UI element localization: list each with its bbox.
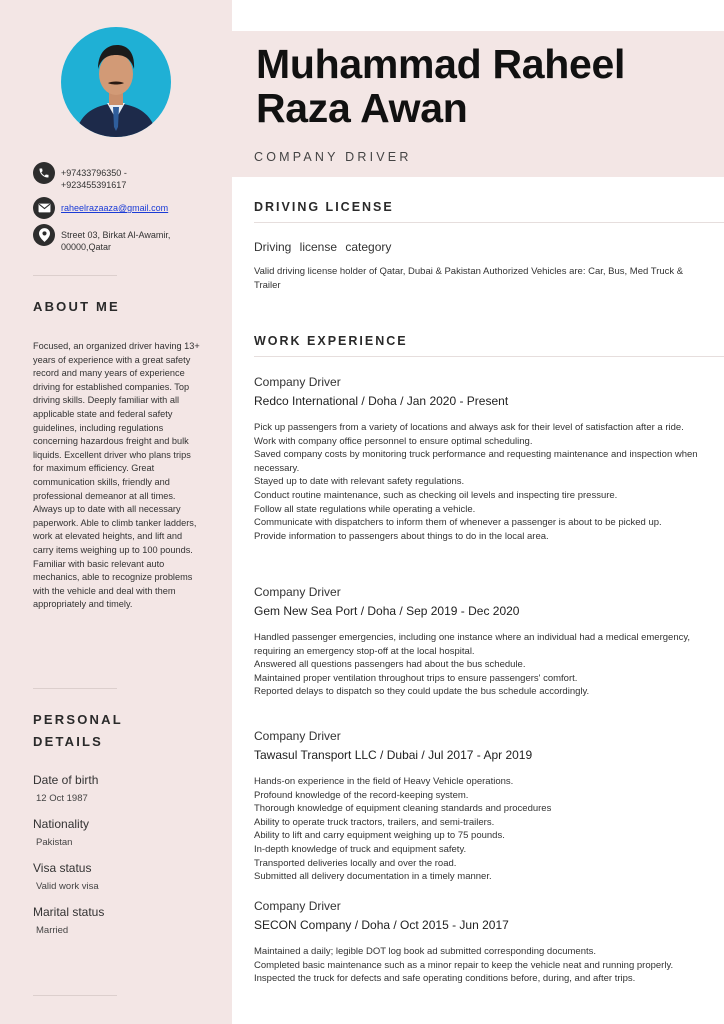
visa-value: Valid work visa xyxy=(36,881,99,892)
job-duty: Transported deliveries locally and over the road. xyxy=(254,857,457,869)
candidate-name: Muhammad Raheel Raza Awan xyxy=(256,41,626,131)
job-description xyxy=(254,945,709,986)
email-link[interactable]: raheelrazaaza@gmail.com xyxy=(61,203,169,213)
candidate-title: COMPANY DRIVER xyxy=(254,150,412,164)
job-description xyxy=(254,775,709,884)
job-duty: Thorough knowledge of equipment cleaning standards and procedures xyxy=(254,803,552,815)
job-duty: Ability to operate truck tractors, trailers, and semi-trailers. xyxy=(254,816,495,828)
job-duty: Inspected the truck for defects and safe operating conditions before, during, and after trips. xyxy=(254,973,636,985)
about-text: Focused, an organized driver having 13+ years of experience with a great safety record and many years of experience driving for established companies. Top driving skills. Deeply familiar with all applicable state and federal safety guidelines, including regulations concerning hazardous freight and bulk liquids. Excellent driver who plans trips for maximum efficiency. Great communication skills, friendly and professional demeanor at all times. Always up to date with all necessary paperwork. Able to climb tanker ladders, work at elevated heights, and lift and carry items weighing up to 100 pounds. Familiar with basic relevant auto mechanics, able to recognize problems with the vehicle and deal with them appropriately and timely. xyxy=(33,341,200,610)
job-duty: Profound knowledge of the record-keeping system. xyxy=(254,789,469,801)
profile-photo xyxy=(61,27,171,137)
job-duty: Maintained a daily; legible DOT log book ad submitted corresponding documents. xyxy=(254,946,597,957)
job-duty: Work with company office personnel to ensure optimal scheduling. xyxy=(254,435,533,447)
job-duty: Stayed up to date with relevant safety regulations. xyxy=(254,476,465,488)
job-duty: Follow all state regulations while operating a vehicle. xyxy=(254,503,476,515)
job-duty: Hands-on experience in the field of Heavy Vehicle operations. xyxy=(254,776,514,787)
job-duty: Saved company costs by monitoring truck performance and requesting maintenance and inspection when necessary. xyxy=(254,449,698,474)
sidebar-divider xyxy=(33,995,117,996)
job-duty: Maintained proper ventilation throughout trips to ensure passengers' comfort. xyxy=(254,672,578,684)
job-entry xyxy=(254,375,709,543)
job-entry xyxy=(254,729,709,884)
job-duty: Reported delays to dispatch so they could update the bus schedule accordingly. xyxy=(254,686,590,698)
experience-heading: WORK EXPERIENCE xyxy=(254,334,408,348)
contact-email-row xyxy=(33,197,221,219)
job-duty: In-depth knowledge of truck and equipment safety. xyxy=(254,843,467,855)
job-duty: Provide information to passengers about things to do in the local area. xyxy=(254,530,549,542)
sidebar-divider xyxy=(33,275,117,276)
job-duty: Conduct routine maintenance, such as checking oil levels and inspecting tire pressure. xyxy=(254,489,618,501)
about-heading: ABOUT ME xyxy=(33,299,120,314)
job-org: Tawasul Transport LLC / Dubai / Jul 2017 - Apr 2019 xyxy=(254,748,533,762)
job-entry xyxy=(254,585,709,699)
job-org: Redco International / Doha / Jan 2020 - Present xyxy=(254,394,509,408)
nationality-label: Nationality xyxy=(33,817,90,831)
job-org: Gem New Sea Port / Doha / Sep 2019 - Dec 2020 xyxy=(254,604,520,618)
section-rule xyxy=(254,222,724,223)
job-description xyxy=(254,421,709,543)
job-duty: Completed basic maintenance such as a minor repair to keep the vehicle neat and running properly. xyxy=(254,959,674,971)
email-icon xyxy=(33,197,55,219)
phone-icon xyxy=(33,162,55,184)
marital-value: Married xyxy=(36,925,69,936)
avatar xyxy=(61,27,171,137)
dob-label: Date of birth xyxy=(33,773,99,787)
job-role: Company Driver xyxy=(254,729,341,743)
job-duty: Answered all questions passengers had about the bus schedule. xyxy=(254,659,526,671)
license-heading: DRIVING LICENSE xyxy=(254,200,394,214)
address: Street 03, Birkat Al-Awamir, 00000,Qatar xyxy=(61,230,171,252)
section-rule xyxy=(254,356,724,357)
job-role: Company Driver xyxy=(254,899,341,913)
job-duty: Handled passenger emergencies, including one instance where an individual had a medical emergency, requiring an emergency stop-off at the local hospital. xyxy=(254,632,691,657)
job-duty: Submitted all delivery documentation in a timely manner. xyxy=(254,871,492,883)
job-description xyxy=(254,631,709,699)
marital-label: Marital status xyxy=(33,905,105,919)
contact-phone-row xyxy=(33,162,153,191)
personal-heading-line1: PERSONAL xyxy=(33,712,123,727)
job-duty: Communicate with dispatchers to inform them of whenever a passenger is about to be picked up. xyxy=(254,517,662,529)
license-category: Driving license category xyxy=(254,240,392,254)
license-text: Valid driving license holder of Qatar, Dubai & Pakistan Authorized Vehicles are: Car, Bus, Med Truck & Trailer xyxy=(254,266,684,291)
location-pin-icon xyxy=(33,224,55,246)
nationality-value: Pakistan xyxy=(36,837,73,848)
personal-heading-line2: DETAILS xyxy=(33,734,104,749)
job-entry xyxy=(254,899,709,986)
phone-numbers: +97433796350 - +923455391617 xyxy=(61,168,127,190)
job-duty: Pick up passengers from a variety of locations and always ask for their level of satisfaction after a ride. xyxy=(254,422,684,433)
contact-address-row xyxy=(33,224,191,253)
job-duty: Ability to lift and carry equipment weighing up to 75 pounds. xyxy=(254,830,505,842)
visa-label: Visa status xyxy=(33,861,92,875)
dob-value: 12 Oct 1987 xyxy=(36,793,88,804)
job-role: Company Driver xyxy=(254,375,341,389)
job-role: Company Driver xyxy=(254,585,341,599)
job-org: SECON Company / Doha / Oct 2015 - Jun 2017 xyxy=(254,918,509,932)
sidebar-divider xyxy=(33,688,117,689)
